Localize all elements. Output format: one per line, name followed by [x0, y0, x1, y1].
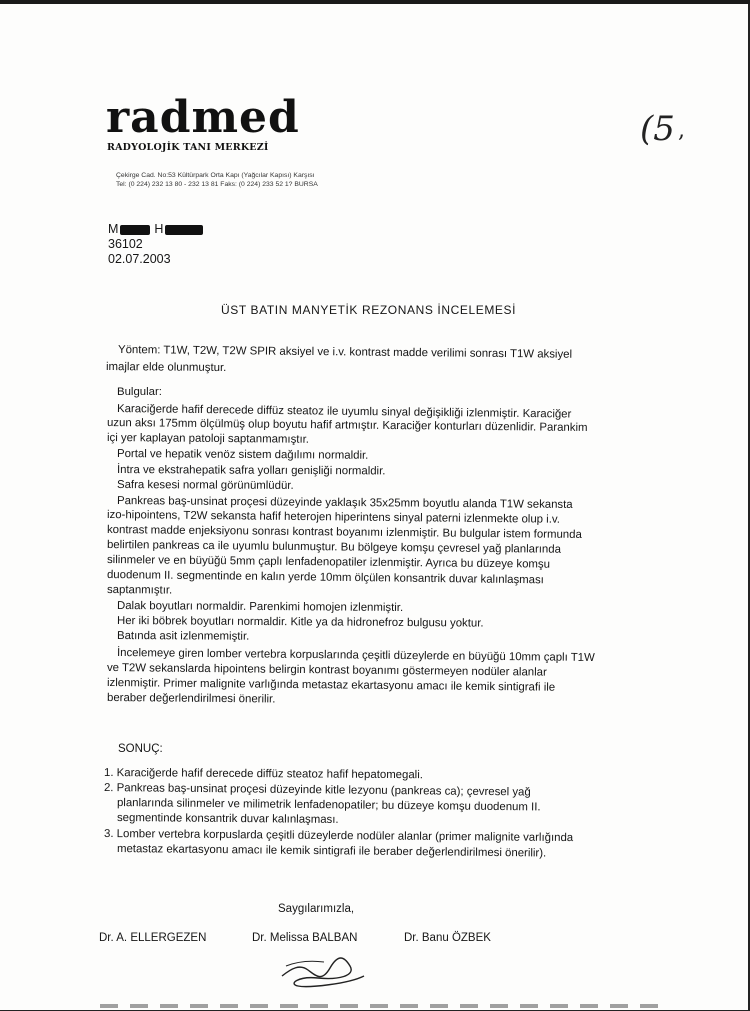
findings-line: Pankreas baş-unsinat proçesi düzeyinde yaklaşık 35x25mm boyutlu alanda T1W sekansta: [116, 495, 573, 511]
findings-line: İntra ve ekstrahepatik safra yolları genişliği normaldir.: [116, 464, 386, 478]
conclusion-line: planlarında silinmeler ve milimetrik lenfadenopatiler; bu düzeye komşu duodenum II.: [116, 797, 541, 814]
redaction-bar: [120, 225, 150, 235]
conclusion-line: 1. Karaciğerde hafif derecede diffüz steatoz hafif hepatomegali.: [103, 767, 423, 782]
scan-edge: [0, 0, 750, 4]
conclusion-label: SONUÇ:: [118, 743, 163, 755]
findings-line: Portal ve hepatik venöz sistem dağılımı normaldir.: [116, 448, 369, 462]
clinic-phone-fax: Tel: (0 224) 232 13 80 - 232 13 81 Faks: (0 224) 233 52 1? BURSA: [116, 181, 318, 188]
conclusion-line: metastaz ekartasyonu amacı ile kemik sintigrafi ile beraber değerlendirilmesi önerilir).: [116, 843, 547, 860]
patient-id: 36102: [108, 237, 143, 251]
findings-line: ve T2W sekanslarda hipointens belirgin kontrast boyanımı göstermeyen nodüler alanlar: [106, 662, 547, 679]
report-date: 02.07.2003: [108, 252, 171, 266]
clinic-logo: radmed: [106, 92, 300, 143]
findings-line: duodenum II. segmentinde en kalın yerde 10mm ölçülen konsantrik duvar kalınlaşması: [106, 569, 544, 587]
handwritten-mark: ,: [678, 118, 685, 143]
doctor-name: Dr. Melissa BALBAN: [252, 932, 358, 944]
redaction-bar: [165, 225, 203, 235]
patient-name: M H: [108, 223, 203, 236]
handwritten-note: (5: [640, 109, 675, 149]
method-line: imajlar elde olunmuştur.: [105, 361, 227, 375]
findings-line: uzun aksı 175mm ölçülmüş olup boyutu hafif artmıştır. Karaciğer konturları düzenlidir. Parankim: [106, 417, 588, 435]
findings-line: İncelemeye giren lomber vertebra korpuslarında çeşitli düzeylerde en büyüğü 10mm çaplı T1W: [116, 647, 595, 665]
findings-line: Batında asit izlenmemiştir.: [116, 630, 250, 643]
signoff-greeting: Saygılarımızla,: [278, 903, 355, 915]
findings-line: izo-hipointens, T2W sekansta hafif heterojen hiperintens sinyal paterni izlenmekte olup i.v.: [106, 509, 560, 526]
findings-line: belirtilen pankreas ca ile uyumlu bulunmuştur. Bu bölgeye komşu çevresel yağ planlarında: [106, 539, 562, 556]
findings-line: içi yer kaplayan patoloji saptanmamıştır.: [106, 432, 310, 446]
clinic-subtitle: RADYOLOJİK TANI MERKEZİ: [107, 142, 269, 153]
findings-line: kontrast madde enjeksiyonu sonrası kontrast boyanımı izlenmiştir. Bu bulgular istem formunda: [106, 524, 582, 541]
conclusion-line: 2. Pankreas baş-unsinat proçesi düzeyinde kitle lezyonu (pankreas ca); çevresel yağ: [103, 782, 531, 799]
conclusion-line: 3. Lomber vertebra korpuslarda çeşitli düzeylerde nodüler alanlar (primer malignite varlığında: [103, 828, 574, 845]
cut-off-text-line: [100, 1004, 660, 1008]
report-title: ÜST BATIN MANYETİK REZONANS İNCELEMESİ: [221, 303, 517, 317]
findings-line: Safra kesesi normal görünümlüdür.: [116, 479, 294, 492]
findings-line: beraber değerlendirilmesi önerilir.: [106, 692, 276, 706]
clinic-address: Çekirge Cad. No:53 Kültürpark Orta Kapı (Yağcılar Kapısı) Karşısı: [116, 172, 315, 179]
method-line: Yöntem: T1W, T2W, T2W SPIR aksiyel ve i.v. kontrast madde verilimi sonrası T1W aksiyel: [117, 344, 573, 361]
conclusion-line: segmentinde konsantrik duvar kalınlaşması.: [116, 812, 339, 826]
doctor-name: Dr. Banu ÖZBEK: [404, 932, 491, 944]
findings-line: saptanmıştır.: [106, 584, 173, 597]
findings-line: Bulgular:: [117, 386, 162, 398]
handwritten-signature: [278, 946, 368, 990]
findings-line: silinmeler ve en büyüğü 5mm çaplı lenfadenopatiler izlenmiştir. Ayrıca bu düzeye komşu: [106, 554, 551, 571]
findings-line: izlenmiştir. Primer malignite varlığında metastaz ekartasyonu amacı ile kemik sintigrafi ile: [106, 677, 556, 694]
doctor-name: Dr. A. ELLERGEZEN: [99, 932, 207, 944]
findings-line: Karaciğerde hafif derecede diffüz steatoz ile uyumlu sinyal değişikliği izlenmiştir. Karaciğer: [116, 403, 572, 421]
findings-line: Dalak boyutları normaldir. Parenkimi homojen izlenmiştir.: [116, 600, 404, 614]
findings-line: Her iki böbrek boyutları normaldir. Kitle ya da hidronefroz bulgusu yoktur.: [116, 615, 484, 630]
